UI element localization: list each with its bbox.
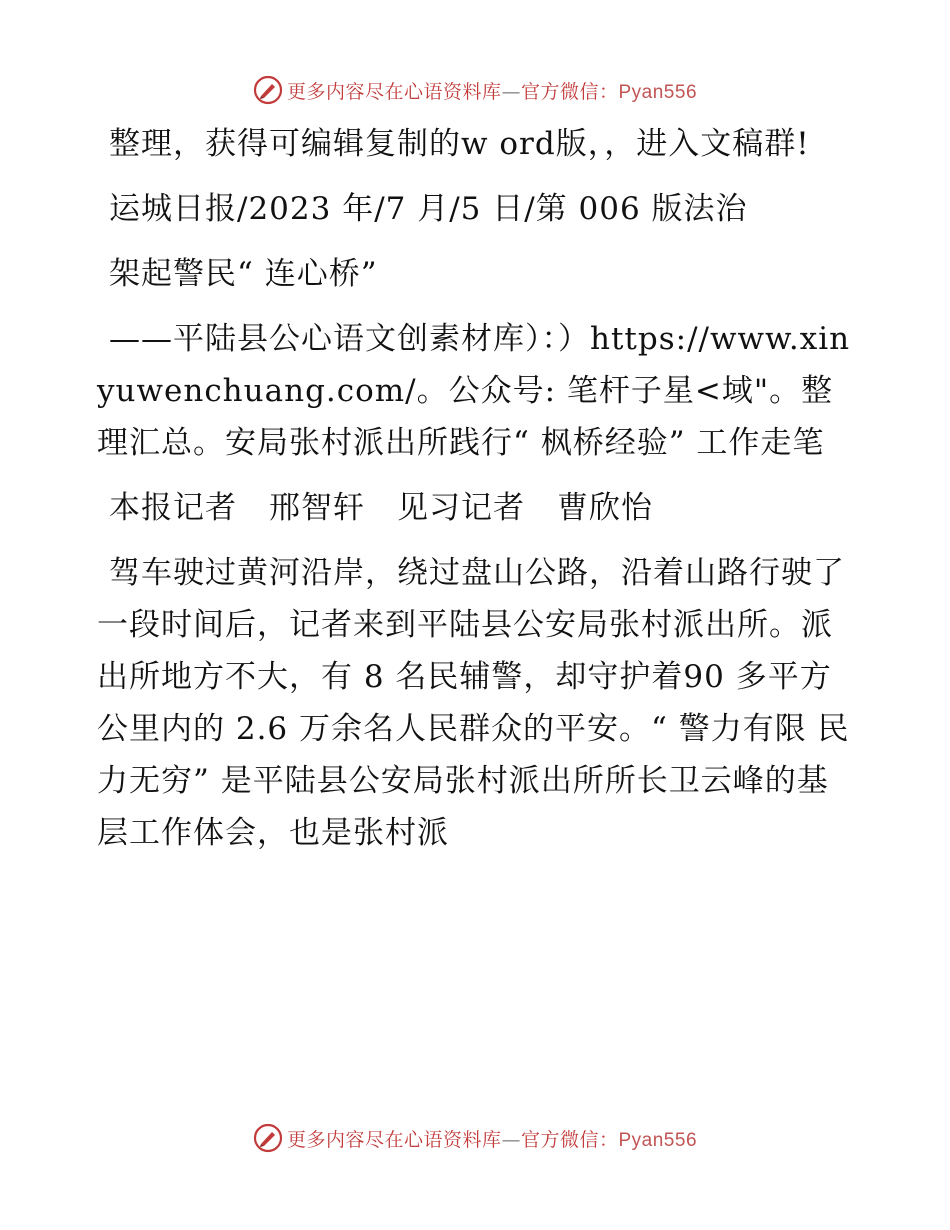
watermark-text bbox=[287, 77, 697, 104]
source-line: 运城日报/2023 年/7 月/5 日/第 006 版法治 bbox=[109, 191, 748, 227]
pen-logo-icon bbox=[253, 1123, 283, 1153]
header-watermark bbox=[0, 70, 950, 110]
watermark-main: 更多内容尽在心语资料库 bbox=[286, 1128, 502, 1151]
article-title: 架起警民“ 连心桥” bbox=[109, 256, 378, 292]
watermark-dash: — bbox=[501, 1128, 521, 1151]
intro-paragraph: 整理，获得可编辑复制的w ord版，，进入文稿群! bbox=[109, 126, 810, 162]
byline: 本报记者 邢智轩 见习记者 曹欣怡 bbox=[109, 490, 653, 526]
footer-watermark bbox=[0, 1118, 950, 1158]
watermark-dash: — bbox=[501, 80, 521, 103]
document-body bbox=[97, 118, 857, 859]
watermark-handle: Pyan556 bbox=[618, 81, 698, 103]
body-paragraph: 驾车驶过黄河沿岸，绕过盘山公路，沿着山路行驶了一段时间后，记者来到平陆县公安局张村派出所。派出所地方不大，有 8 名民辅警，却守护着90 多平方公里内的 2.6 万余名人民群众的平安。“ 警力有限 民力无穷” 是平陆县公安局张村派出所所长卫云峰的基层工作体会，也是张村派 bbox=[97, 555, 850, 851]
watermark-handle: Pyan556 bbox=[618, 1129, 698, 1151]
watermark-text bbox=[287, 1125, 697, 1152]
article-subtitle: ——平陆县公心语文创素材库）：）https://www.xinyuwenchuang.com/。公众号: 笔杆子星<域"。整理汇总。安局张村派出所践行“ 枫桥经验” 工作走笔 bbox=[97, 321, 851, 461]
watermark-label: 官方微信： bbox=[520, 80, 619, 103]
watermark-label: 官方微信： bbox=[520, 1128, 619, 1151]
watermark-main: 更多内容尽在心语资料库 bbox=[286, 80, 502, 103]
pen-logo-icon bbox=[253, 75, 283, 105]
